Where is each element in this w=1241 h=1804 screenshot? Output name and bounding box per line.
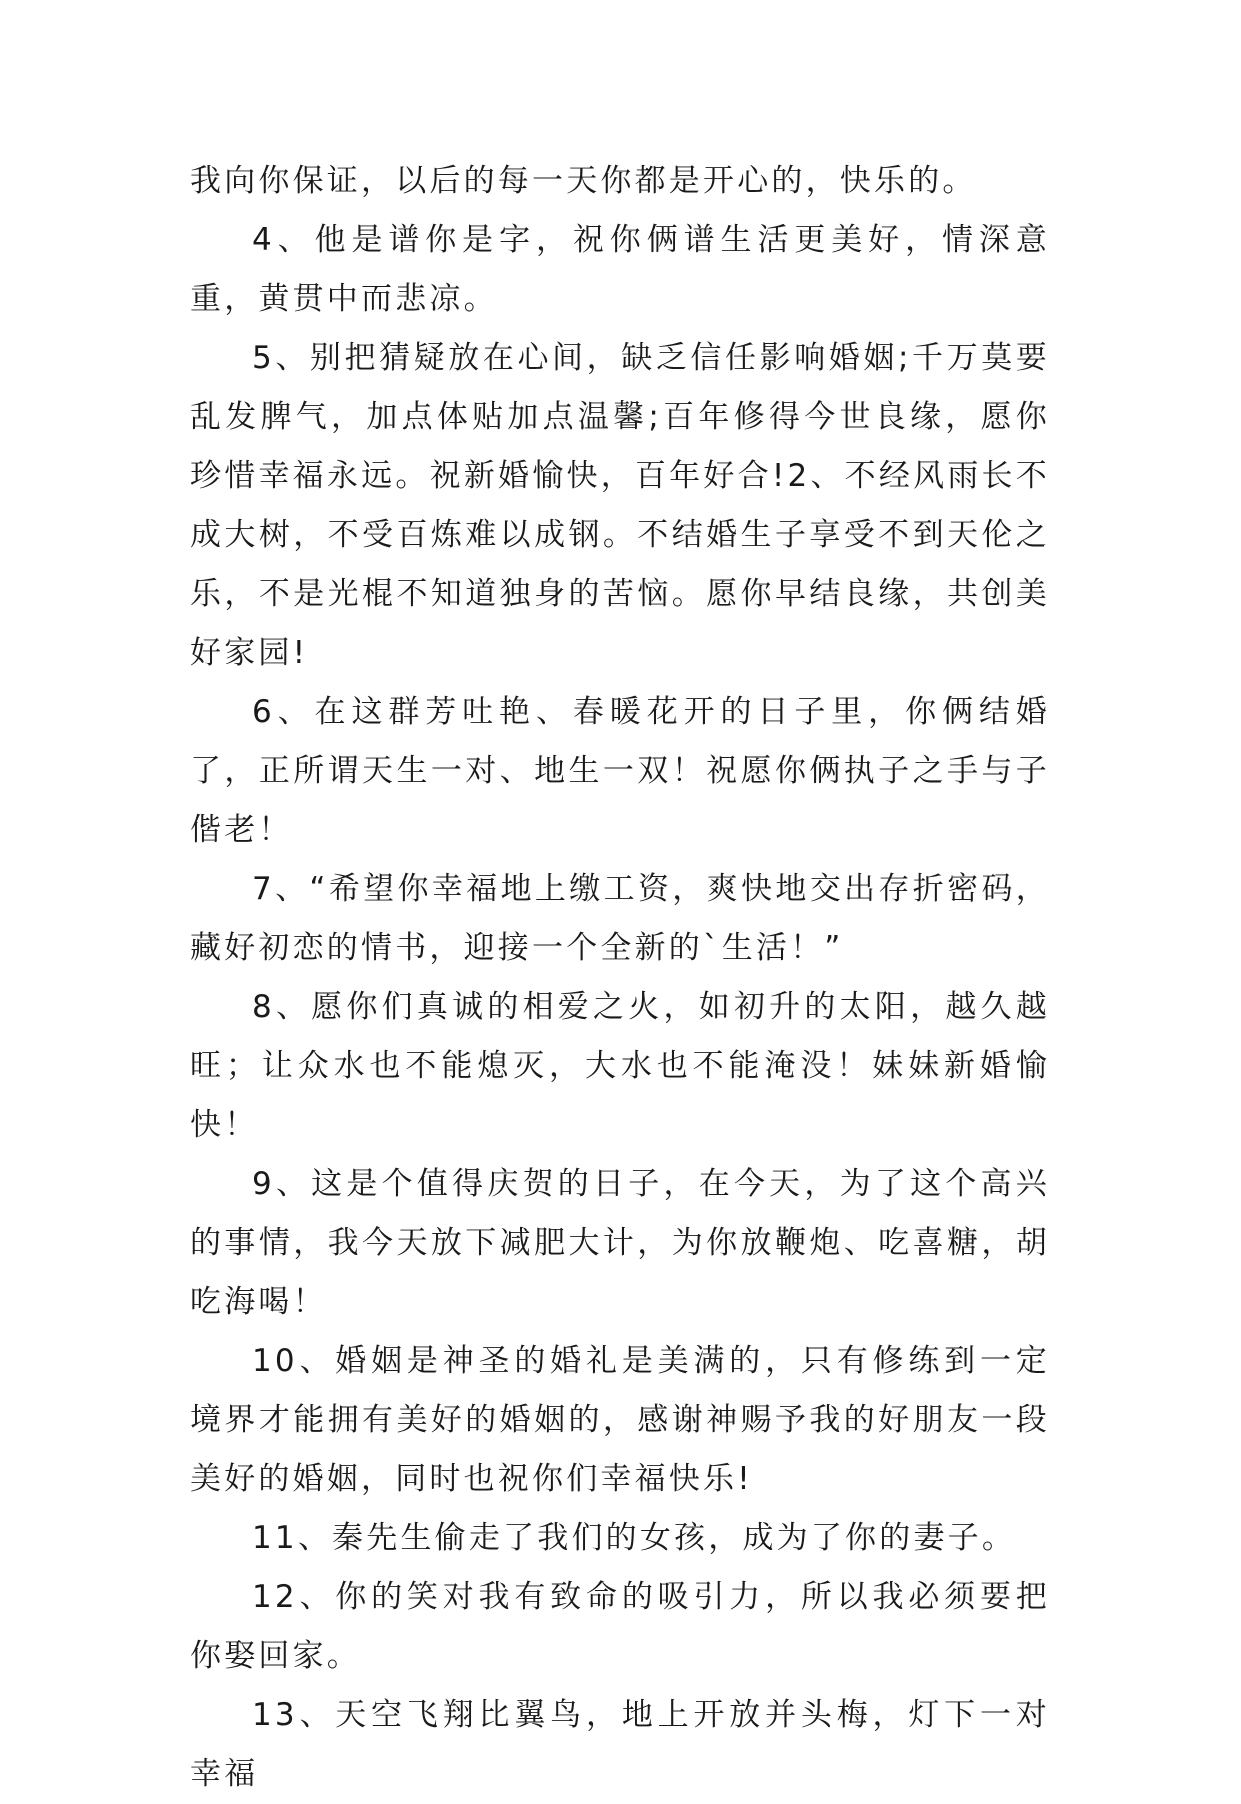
document-body: [190, 152, 1050, 1804]
paragraph-item-11: 11、秦先生偷走了我们的女孩，成为了你的妻子。: [252, 1520, 1017, 1556]
paragraph-item-12: 12、你的笑对我有致命的吸引力，所以我必须要把你娶回家。: [190, 1579, 1050, 1674]
paragraph-item-5: 5、别把猜疑放在心间，缺乏信任影响婚姻;千万莫要乱发脾气，加点体贴加点温馨;百年修得今世良缘，愿你珍惜幸福永远。祝新婚愉快，百年好合!2、不经风雨长不成大树，不受百炼难以成钢。不结婚生子享受不到天伦之乐，不是光棍不知道独身的苦恼。愿你早结良缘，共创美好家园!: [190, 340, 1050, 671]
paragraph-item-13: 13、天空飞翔比翼鸟，地上开放并头梅，灯下一对幸福: [190, 1697, 1050, 1792]
paragraph-item-9: 9、这是个值得庆贺的日子，在今天，为了这个高兴的事情，我今天放下减肥大计，为你放鞭炮、吃喜糖，胡吃海喝！: [190, 1166, 1050, 1320]
paragraph-item-8: 8、愿你们真诚的相爱之火，如初升的太阳，越久越旺；让众水也不能熄灭，大水也不能淹没！妹妹新婚愉快！: [190, 989, 1050, 1143]
paragraph-item-7: 7、“希望你幸福地上缴工资，爽快地交出存折密码，藏好初恋的情书，迎接一个全新的`生活！”: [190, 871, 1050, 966]
paragraph-item-6: 6、在这群芳吐艳、春暖花开的日子里，你俩结婚了，正所谓天生一对、地生一双！祝愿你俩执子之手与子偕老！: [190, 694, 1050, 848]
paragraph-item-10: 10、婚姻是神圣的婚礼是美满的，只有修练到一定境界才能拥有美好的婚姻的，感谢神赐予我的好朋友一段美好的婚姻，同时也祝你们幸福快乐!: [190, 1343, 1050, 1497]
paragraph-continuation: 我向你保证，以后的每一天你都是开心的，快乐的。: [190, 163, 977, 199]
paragraph-item-4: 4、他是谱你是字，祝你俩谱生活更美好，情深意重，黄贯中而悲凉。: [190, 222, 1050, 317]
